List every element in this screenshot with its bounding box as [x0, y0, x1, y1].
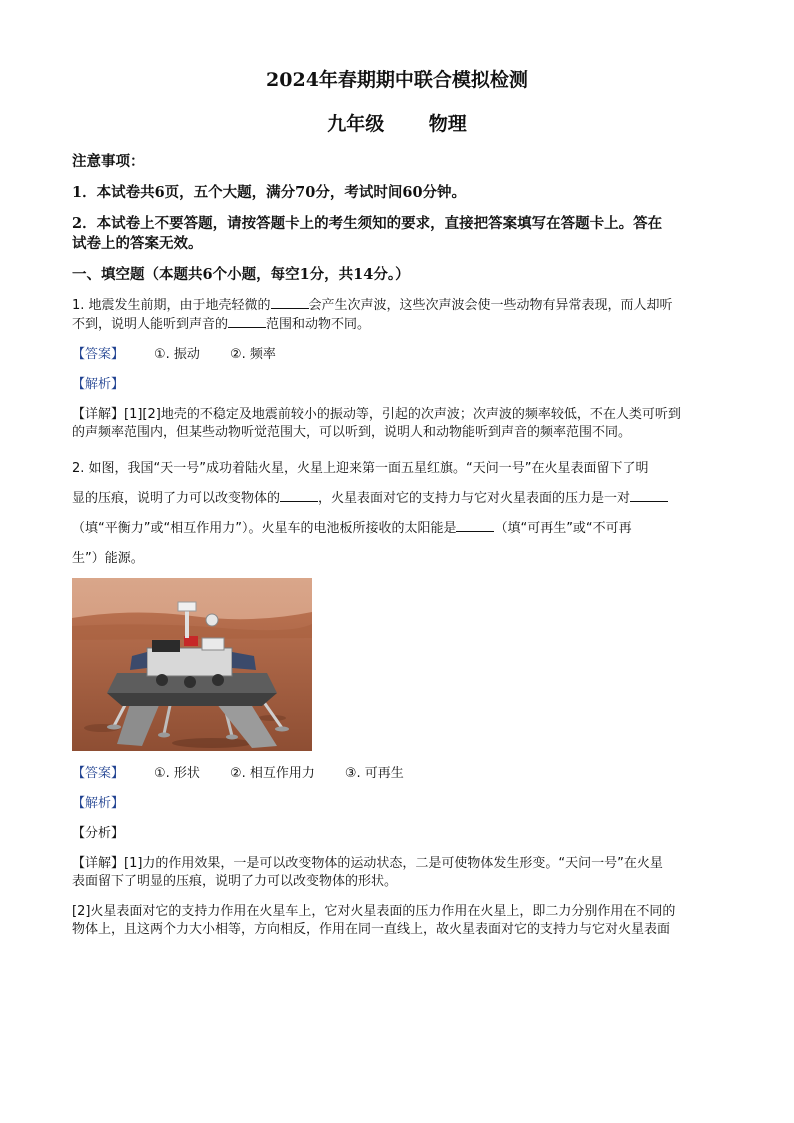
q2-line-2a: 显的压痕，说明了力可以改变物体的: [72, 491, 281, 506]
q2-detail-line-3: [2]火星表面对它的支持力作用在火星车上，它对火星表面的压力作用在火星上，即二力分别作用在不同的: [72, 904, 676, 919]
question-2: [72, 454, 722, 939]
q2-detail-line-1: [1]力的作用效果，一是可以改变物体的运动状态，二是可使物体发生形变。“天问一号”在火星: [124, 856, 663, 871]
section-heading: 一、填空题（本题共6个小题，每空1分，共14分。）: [72, 266, 410, 283]
q2-line-2b: ，火星表面对它的支持力与它对火星表面的压力是一对: [318, 491, 631, 506]
notes-section: [72, 152, 722, 254]
q2-line-1: 2. 如图，我国“天一号”成功着陆火星，火星上迎来第一面五星红旗。“天问一号”在火星表面留下了明: [72, 461, 649, 476]
q2-answer-3: ③. 可再生: [344, 766, 404, 781]
notes-item-2-line-1: 2．本试卷上不要答题，请按答题卡上的考生须知的要求，直接把答案填写在答题卡上。答在: [72, 215, 663, 232]
detail-tag: 【详解】: [72, 856, 125, 871]
notes-heading: 注意事项：: [72, 153, 145, 170]
q2-line-3a: （填“平衡力”或“相互作用力”）。火星车的电池板所接收的太阳能是: [72, 521, 457, 536]
analysis-tag: 【解析】: [72, 377, 125, 392]
q2-detail-line-4: 物体上，且这两个力大小相等，方向相反，作用在同一直线上，故火星表面对它的支持力与它对火星表面: [72, 922, 671, 937]
answer-blank: [228, 315, 266, 328]
q2-line-3b: （填“可再生”或“不可再: [494, 521, 632, 536]
q1-answer: [72, 346, 722, 364]
answer-blank: [271, 296, 309, 309]
q1-text-c: 不到，说明人能听到声音的: [72, 317, 229, 332]
q1-detail-line-1: [1][2]地壳的不稳定及地震前较小的振动等，引起的次声波；次声波的频率较低，不在人类可听到: [124, 407, 681, 422]
q1-text-a: 1. 地震发生前期，由于地壳轻微的: [72, 298, 271, 313]
q1-text-b: 会产生次声波，这些次声波会使一些动物有异常表现，而人却听: [308, 298, 673, 313]
mars-rover-image: [72, 578, 312, 751]
question-1: [72, 296, 722, 442]
answer-tag: 【答案】: [72, 347, 125, 362]
fenxi-tag: 【分析】: [72, 826, 125, 841]
answer-blank: [280, 489, 318, 502]
q2-line-4: 生”）能源。: [72, 551, 144, 566]
answer-tag: 【答案】: [72, 766, 125, 781]
notes-item-1: 1．本试卷共6页，五个大题，满分70分，考试时间60分钟。: [72, 184, 467, 201]
q1-answer-2: ②. 频率: [229, 347, 276, 362]
q1-text-d: 范围和动物不同。: [266, 317, 371, 332]
answer-blank: [456, 519, 494, 532]
q2-answer-1: ①. 形状: [154, 766, 200, 781]
q2-answer: [72, 765, 722, 783]
q2-answer-2: ②. 相互作用力: [229, 766, 315, 781]
notes-item-2-line-2: 试卷上的答案无效。: [72, 235, 203, 252]
q1-answer-1: ①. 振动: [154, 347, 200, 362]
page-title: 2024年春期期中联合模拟检测: [266, 69, 528, 91]
q2-detail-line-2: 表面留下了明显的压痕，说明了力可以改变物体的形状。: [72, 874, 398, 889]
analysis-tag: 【解析】: [72, 796, 125, 811]
detail-tag: 【详解】: [72, 407, 125, 422]
page-subtitle: 九年级 物理: [327, 113, 467, 135]
answer-blank: [630, 489, 668, 502]
q1-detail-line-2: 的声频率范围内，但某些动物听觉范围大，可以听到，说明人和动物能听到声音的频率范围不同。: [72, 425, 632, 440]
